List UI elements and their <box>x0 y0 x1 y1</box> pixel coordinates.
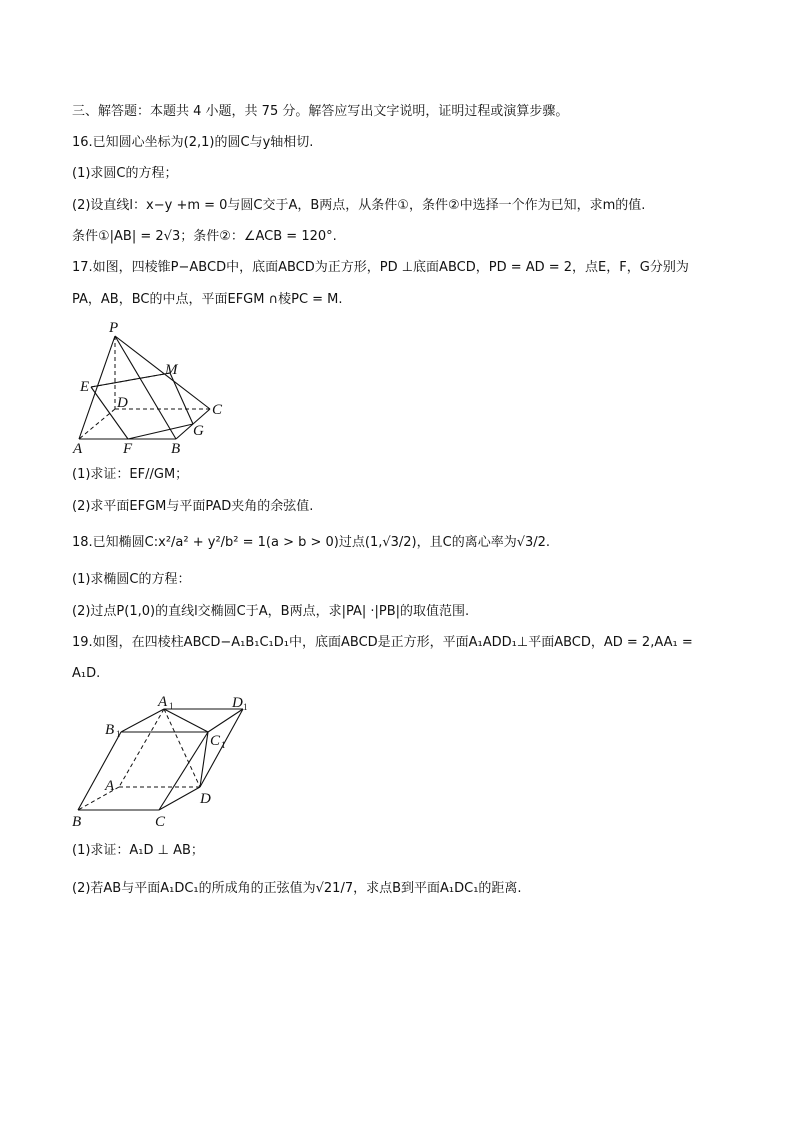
problem-17-q2: (2)求平面EFGM与平面PAD夹角的余弦值. <box>72 499 314 514</box>
problem-19-q2: (2)若AB与平面A₁DC₁的所成角的正弦值为√21/7，求点B到平面A₁DC₁的距离. <box>72 881 522 896</box>
label-F: F <box>123 441 133 457</box>
problem-17-stem-line1: 17.如图，四棱锥P−ABCD中，底面ABCD为正方形，PD ⊥底面ABCD，PD = AD = 2，点E，F，G分别为 <box>72 260 689 275</box>
problem-19-stem-line1: 19.如图，在四棱柱ABCD−A₁B₁C₁D₁中，底面ABCD是正方形，平面A₁ADD₁⊥平面ABCD，AD = 2,AA₁ = <box>72 635 693 650</box>
label-A: A <box>105 778 115 794</box>
label-D: D <box>117 395 128 411</box>
label-A1: A <box>158 694 168 710</box>
label-M: M <box>165 362 178 378</box>
label-A: A <box>73 441 83 457</box>
problem-19-q1: (1)求证：A₁D ⊥ AB； <box>72 843 204 858</box>
problem-19-stem-line2: A₁D. <box>72 666 101 681</box>
problem-16-stem: 16.已知圆心坐标为(2,1)的圆C与y轴相切. <box>72 135 314 150</box>
problem-16-conditions: 条件①|AB| = 2√3；条件②：∠ACB = 120°. <box>72 229 337 244</box>
label-B1-sub: 1 <box>116 729 121 739</box>
label-A1-sub: 1 <box>169 701 174 711</box>
figure-19-prism <box>60 692 260 832</box>
label-E: E <box>80 379 90 395</box>
problem-18-q2: (2)过点P(1,0)的直线l交椭圆C于A，B两点，求|PA| ·|PB|的取值范围. <box>72 604 470 619</box>
figure-17-pyramid <box>60 316 240 460</box>
label-C: C <box>155 814 166 830</box>
problem-18-q1: (1)求椭圆C的方程： <box>72 572 191 587</box>
label-B: B <box>72 814 82 830</box>
label-D: D <box>200 791 211 807</box>
label-C1: C <box>210 733 221 749</box>
problem-17-stem-line2: PA，AB，BC的中点，平面EFGM ∩棱PC = M. <box>72 292 343 307</box>
label-B1: B <box>105 722 115 738</box>
problem-18-stem: 18.已知椭圆C:x²/a² + y²/b² = 1(a > b > 0)过点(1,√3/2)，且C的离心率为√3/2. <box>72 535 551 550</box>
problem-16-q1: (1)求圆C的方程； <box>72 166 178 181</box>
problem-17-q1: (1)求证：EF//GM； <box>72 467 189 482</box>
label-D1-sub: 1 <box>243 702 248 712</box>
label-D1: D <box>232 695 243 711</box>
problem-16-q2: (2)设直线l：x−y +m = 0与圆C交于A，B两点，从条件①，条件②中选择一个作为已知，求m的值. <box>72 198 646 213</box>
label-P: P <box>109 320 119 336</box>
label-C: C <box>212 402 223 418</box>
section-header: 三、解答题：本题共 4 小题，共 75 分。解答应写出文字说明，证明过程或演算步骤。 <box>72 104 569 119</box>
label-C1-sub: 1 <box>221 740 226 750</box>
label-B: B <box>171 441 181 457</box>
label-G: G <box>193 423 204 439</box>
